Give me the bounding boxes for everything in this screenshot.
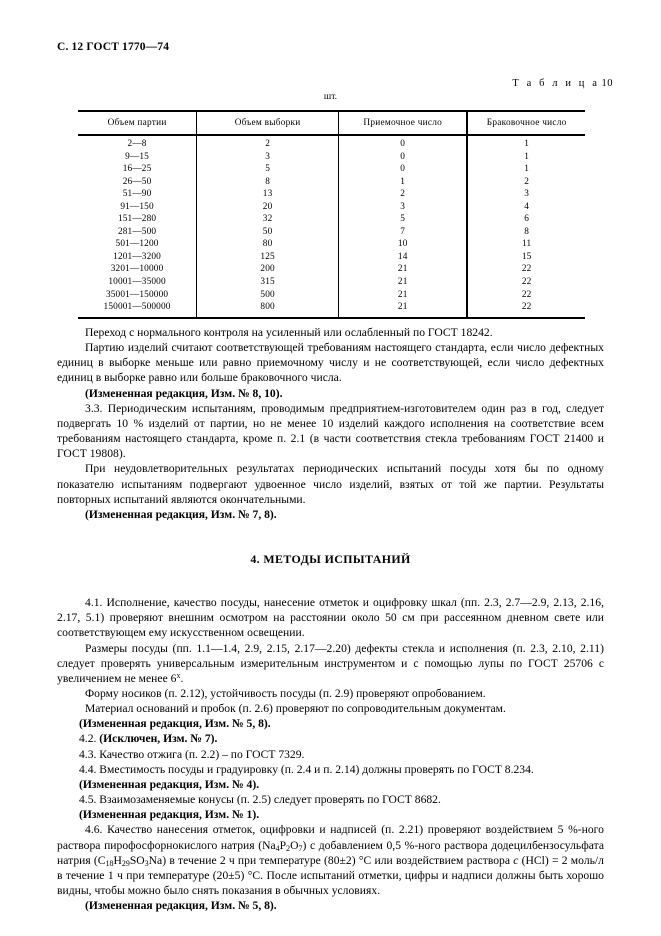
cell-sample-size: 13	[197, 188, 339, 201]
cell-lot-size: 1201—3200	[78, 251, 197, 264]
cell-sample-size: 315	[197, 276, 339, 289]
table-caption-number: 10	[601, 78, 613, 89]
table-row	[78, 176, 585, 189]
cell-acceptance: 21	[339, 301, 468, 318]
cell-lot-size: 91—150	[78, 201, 197, 214]
cell-sample-size: 8	[197, 176, 339, 189]
clause-4-6-middle: ) с добавлением 0,5 %-ного раствора додецилбензосульфата натрия (C	[57, 838, 604, 867]
table-caption-label: Т а б л и ц а	[512, 78, 600, 89]
cell-rejection: 15	[521, 251, 532, 262]
clause-number-4-2: 4.2.	[79, 732, 100, 746]
table-row	[78, 226, 585, 239]
cell-rejection: 4	[524, 201, 530, 212]
cell-acceptance: 21	[339, 289, 468, 302]
running-head: С. 12 ГОСТ 1770—74	[57, 41, 170, 53]
concentration-symbol-c: c	[513, 853, 519, 867]
formula-dodecylbenzosulfate-sub-1: 18	[105, 858, 114, 868]
paragraph-transition: Переход с нормального контроля на усиленный или ослабленный по ГОСТ 18242.	[85, 326, 493, 339]
table-row	[78, 238, 585, 251]
paragraph-4-1: 4.1. Исполнение, качество посуды, нанесение отметок и оцифровку шкал (пп. 2.3, 2.7—2.9, 2.13, 2.16, 2.17, 5.1) проверяют внешним осмотром на расстоянии около 50 см при рассеянном дневном свете или соответствующем ему искусственном освещении.	[57, 596, 604, 640]
cell-acceptance: 0	[339, 163, 468, 176]
cell-rejection: 11	[522, 239, 532, 250]
paragraph-spout-shape: Форму носиков (п. 2.12), устойчивость посуды (п. 2.9) проверяют опробованием.	[85, 686, 486, 700]
amendment-note-5-8-first: (Измененная редакция, Изм. № 5, 8).	[79, 717, 271, 731]
table-body	[78, 135, 585, 318]
paragraph-4-5: 4.5. Взаимозаменяемые конусы (п. 2.5) следует проверять по ГОСТ 8682.	[79, 793, 441, 807]
cell-lot-size: 16—25	[78, 163, 197, 176]
cell-lot-size: 35001—150000	[78, 289, 197, 302]
cell-lot-size: 2—8	[78, 135, 197, 151]
table-row	[78, 263, 585, 276]
cell-acceptance: 10	[339, 238, 468, 251]
cell-lot-size: 10001—35000	[78, 276, 197, 289]
formula-dodecylbenzosulfate-sub-3: 3	[144, 858, 149, 868]
table-row	[78, 213, 585, 226]
sampling-plan-table	[78, 110, 585, 319]
cell-acceptance: 0	[339, 151, 468, 164]
cell-rejection: 22	[521, 289, 532, 300]
formula-dodecylbenzosulfate-so: SO	[129, 853, 145, 867]
paragraph-base-material: Материал оснований и пробок (п. 2.6) проверяют по сопроводительным документам.	[85, 702, 506, 716]
formula-sodium-pyrophosphate-sub-3: 7	[298, 843, 303, 853]
table-header-row	[78, 111, 585, 135]
clause-4-2-excluded-note: (Исключен, Изм. № 7).	[99, 732, 218, 746]
cell-lot-size: 150001—500000	[78, 301, 197, 318]
cell-lot-size: 281—500	[78, 226, 197, 239]
table-row	[78, 289, 585, 302]
sizes-text-tail: .	[180, 671, 184, 685]
amendment-note-5-8-second: (Измененная редакция, Изм. № 5, 8).	[85, 899, 277, 913]
formula-dodecylbenzosulfate-sub-2: 29	[121, 858, 130, 868]
table-row	[78, 135, 585, 151]
formula-sodium-pyrophosphate-sub-1: 4	[275, 843, 280, 853]
cell-acceptance: 21	[339, 276, 468, 289]
clause-4-6-lead: 4.6. Качество нанесения отметок, оцифровки и надписей (п. 2.21) проверяют воздействием 5 %-ного раствора пирофосфорнокислого натрия (Na	[57, 823, 604, 852]
cell-acceptance: 0	[339, 135, 468, 151]
paragraph-sizes-of-vessels	[57, 641, 604, 686]
cell-sample-size: 32	[197, 213, 339, 226]
cell-rejection: 3	[524, 189, 530, 200]
cell-sample-size: 125	[197, 251, 339, 264]
clause-4-6-tail: (HCl) = 2 моль/л в течение 1 ч при температуре (20±5) °С. После испытаний отметки, цифры и надписи должны быть хорошо видны, чтобы можно было снять показания в обычных условиях.	[57, 853, 604, 897]
magnification-superscript: х	[176, 670, 181, 680]
cell-sample-size: 3	[197, 151, 339, 164]
cell-acceptance: 3	[339, 201, 468, 214]
column-header-sample-size: Объем выборки	[197, 111, 339, 135]
cell-rejection: 8	[524, 226, 530, 237]
table-row	[78, 276, 585, 289]
formula-sodium-pyrophosphate-sub-2: 2	[286, 843, 291, 853]
formula-sodium-pyrophosphate-o: O	[290, 838, 299, 852]
cell-rejection: 6	[524, 214, 530, 225]
cell-lot-size: 3201—10000	[78, 263, 197, 276]
cell-lot-size: 501—1200	[78, 238, 197, 251]
table-row	[78, 151, 585, 164]
cell-lot-size: 51—90	[78, 188, 197, 201]
section-spacer-bottom	[57, 567, 604, 595]
column-header-rejection-number: Браковочное число	[467, 111, 585, 135]
cell-rejection: 22	[521, 277, 532, 288]
column-header-acceptance-number: Приемочное число	[339, 111, 468, 135]
cell-rejection: 1	[524, 164, 530, 175]
paragraph-3-3: 3.3. Периодическим испытаниям, проводимым предприятием-изготовителем один раз в год, следует подвергать 10 % изделий от партии, но не менее 10 изделий каждого исполнения на соответствие всем требованиям настоящего стандарта, кроме п. 2.1 (в части соответствия стекла требованиям ГОСТ 21400 и ГОСТ 19808).	[57, 401, 604, 461]
column-header-lot-size: Объем партии	[78, 111, 197, 135]
cell-acceptance: 5	[339, 213, 468, 226]
amendment-note-1: (Измененная редакция, Изм. № 1).	[79, 808, 260, 822]
table-row	[78, 163, 585, 176]
cell-acceptance: 21	[339, 263, 468, 276]
formula-dodecylbenzosulfate-h: H	[113, 853, 122, 867]
cell-rejection: 2	[524, 176, 530, 187]
table-row	[78, 188, 585, 201]
paragraph-4-4: 4.4. Вместимость посуды и градуировку (п. 2.4 и п. 2.14) должны проверять по ГОСТ 8.234.	[79, 762, 534, 776]
cell-rejection: 22	[521, 264, 532, 275]
cell-sample-size: 2	[197, 135, 339, 151]
cell-sample-size: 800	[197, 301, 339, 318]
paragraph-4-3: 4.3. Качество отжига (п. 2.2) – по ГОСТ 7329.	[79, 747, 305, 761]
table-row	[78, 301, 585, 318]
cell-acceptance: 1	[339, 176, 468, 189]
formula-dodecylbenzosulfate-na: Na	[148, 853, 163, 867]
table-units-label: шт.	[323, 92, 338, 102]
cell-acceptance: 2	[339, 188, 468, 201]
amendment-note-7-8: (Измененная редакция, Изм. № 7, 8).	[85, 507, 277, 521]
cell-sample-size: 80	[197, 238, 339, 251]
paragraph-unsatisfactory-results: При неудовлетворительных результатах периодических испытаний посуды хотя бы по одному показателю испытаниям подвергают удвоенное число изделий, взятых от той же партии. Результаты повторных испытаний являются окончательными.	[57, 462, 604, 506]
table-caption	[512, 78, 613, 89]
amendment-note-8-10: (Измененная редакция, Изм. № 8, 10).	[85, 386, 283, 400]
formula-sodium-pyrophosphate-p: P	[279, 838, 287, 852]
cell-sample-size: 50	[197, 226, 339, 239]
cell-sample-size: 20	[197, 201, 339, 214]
clause-4-6-after-formula: ) в течение 2 ч при температуре (80±2) °С или воздействием раствора	[162, 853, 514, 867]
cell-sample-size: 200	[197, 263, 339, 276]
paragraph-4-6	[57, 822, 604, 898]
paragraph-4-2	[57, 731, 604, 746]
amendment-note-4: (Измененная редакция, Изм. № 4).	[79, 777, 260, 791]
body-text	[57, 325, 604, 913]
cell-acceptance: 14	[339, 251, 468, 264]
cell-rejection: 1	[524, 151, 530, 162]
table-row	[78, 251, 585, 264]
cell-rejection: 22	[521, 302, 532, 313]
cell-lot-size: 26—50	[78, 176, 197, 189]
sizes-text-lead: Размеры посуды (пп. 1.1—1.4, 2.9, 2.15, 2.17—2.20) дефекты стекла и исполнения (п. 2.3, 2.10, 2.11) следует проверять универсальным измерительным инструментом и с помощью лупы по ГОСТ 25706 с увеличением не менее 6	[57, 641, 604, 685]
section-spacer-top	[57, 522, 604, 552]
cell-sample-size: 500	[197, 289, 339, 302]
cell-lot-size: 9—15	[78, 151, 197, 164]
cell-sample-size: 5	[197, 163, 339, 176]
cell-rejection: 1	[524, 139, 530, 149]
cell-acceptance: 7	[339, 226, 468, 239]
table-row	[78, 201, 585, 214]
cell-lot-size: 151—280	[78, 213, 197, 226]
section-heading-4: 4. МЕТОДЫ ИСПЫТАНИЙ	[250, 552, 411, 567]
paragraph-batch-conformance: Партию изделий считают соответствующей требованиям настоящего стандарта, если число дефектных единиц в выборке меньше или равно приемочному числу и не соответствующей, если число дефектных единиц в выборке равно или больше браковочного числа.	[57, 341, 604, 385]
